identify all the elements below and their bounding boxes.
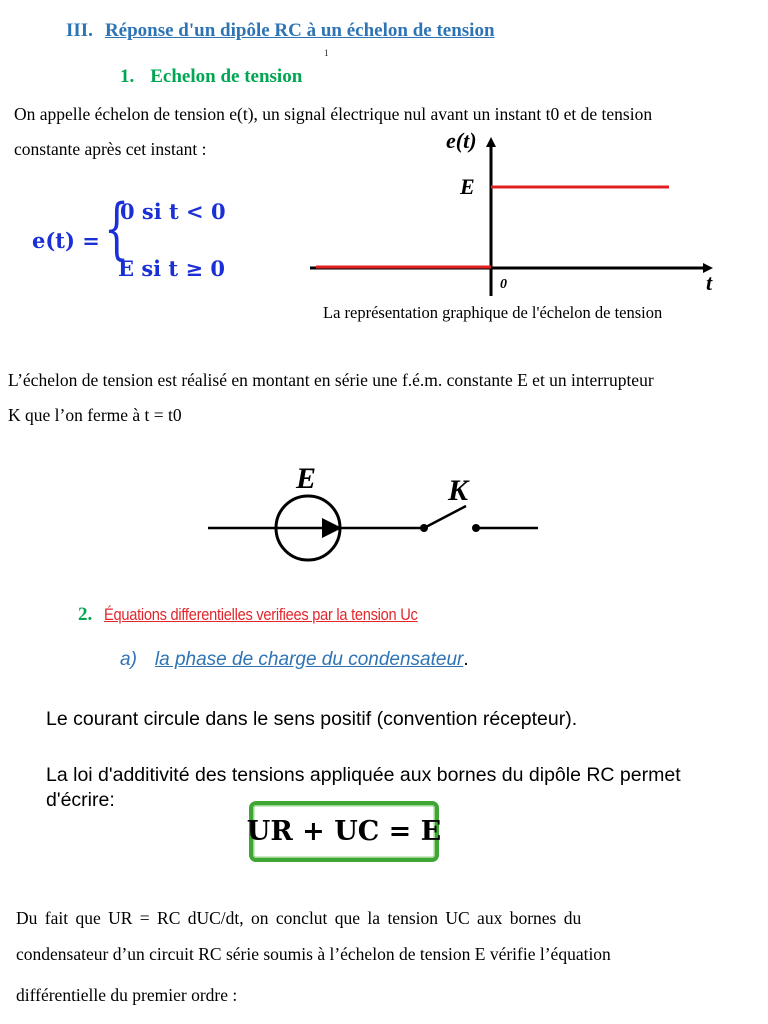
section-2-number: 2.: [78, 604, 93, 625]
subsection-a-title: la phase de charge du condensateur: [154, 649, 464, 670]
section-1-heading: [120, 66, 302, 88]
section-3-heading: [66, 20, 495, 42]
source-label: E: [296, 462, 317, 495]
page-number: 1: [324, 48, 329, 58]
charge-line-1: Le courant circule dans le sens positif (convention récepteur).: [46, 708, 578, 730]
intro-line-2: constante après cet instant :: [14, 139, 207, 159]
subsection-a-heading: [120, 649, 469, 671]
graph-caption: La représentation graphique de l'échelon de tension: [323, 303, 663, 322]
definition-lhs: e(t) =: [32, 228, 100, 253]
origin-label: 0: [500, 277, 507, 292]
subsection-a-period: .: [463, 649, 469, 670]
definition-brace: {: [104, 190, 130, 267]
section-3-title: Réponse d'un dipôle RC à un échelon de tension: [104, 20, 495, 41]
definition-case-2: E si t ≥ 0: [118, 256, 225, 281]
conclusion-line-1: Du fait que UR = RC dUC/dt, on conclut que la tension UC aux bornes du: [16, 908, 582, 928]
charge-line-3: d'écrire:: [46, 789, 115, 811]
section-2-heading: [78, 604, 469, 626]
intro-line-1: On appelle échelon de tension e(t), un signal électrique nul avant un instant t0 et de tension: [14, 104, 653, 124]
subsection-a-letter: a): [120, 649, 137, 670]
y-axis-label: e(t): [446, 128, 477, 153]
boxed-equation: [246, 801, 442, 862]
step-graph: [310, 128, 730, 298]
section-1-number: 1.: [120, 66, 135, 87]
realisation-line-1: L’échelon de tension est réalisé en montant en série une f.é.m. constante E et un interrupteur: [8, 370, 654, 390]
x-axis-label: t: [706, 270, 713, 295]
definition-case-1: 0 si t < 0: [120, 199, 226, 224]
section-2-title: Équations differentielles verifiees par la tension Uc: [104, 605, 418, 624]
switch-blade: [424, 506, 466, 528]
section-3-number: III.: [66, 20, 93, 41]
level-label: E: [460, 174, 475, 199]
boxed-equation-text: UR + UC = E: [246, 816, 442, 847]
circuit-diagram: [200, 458, 550, 578]
conclusion-line-3: différentielle du premier ordre :: [16, 985, 238, 1005]
conclusion-line-2: condensateur d’un circuit RC série soumis à l’échelon de tension E vérifie l’équation: [16, 944, 611, 964]
charge-line-2: La loi d'additivité des tensions appliquée aux bornes du dipôle RC permet: [46, 764, 681, 786]
realisation-line-2: K que l’on ferme à t = t0: [8, 405, 182, 425]
section-1-title: Echelon de tension: [150, 66, 303, 87]
switch-label: K: [448, 474, 469, 507]
